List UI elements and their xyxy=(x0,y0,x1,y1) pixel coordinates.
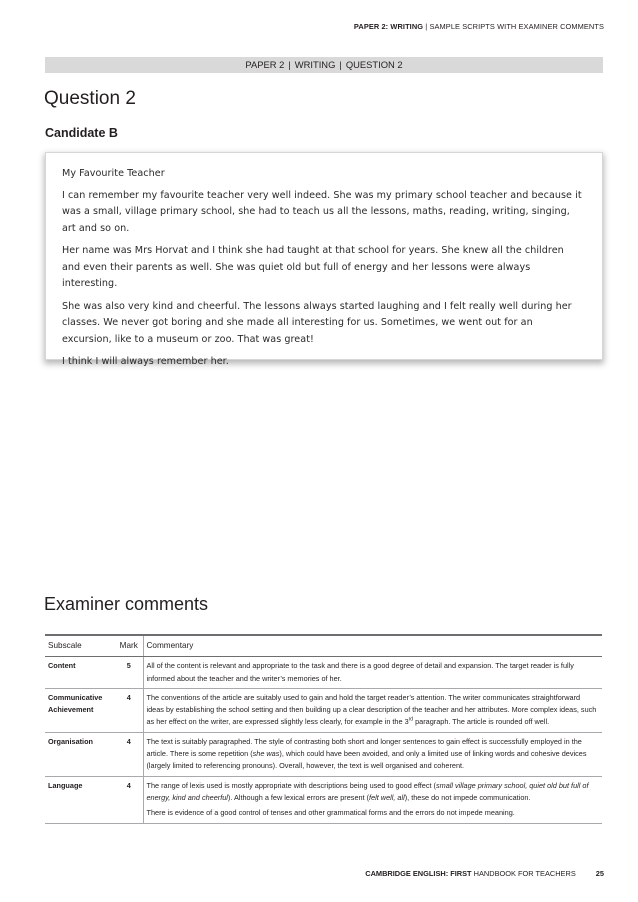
commentary-text: ), which could have been avoided, and only a limited use of linking words and cohesive devices (largely limited to referencing pronouns). Overall, however, the text is well organised and coherent. xyxy=(146,749,587,771)
table-row xyxy=(45,688,602,732)
commentary-cell: All of the content is relevant and appropriate to the task and there is a good degree of detail and expansion. The target reader is fully informed about the teacher and the writer’s memories of her. xyxy=(143,657,602,689)
commentary-paragraph xyxy=(147,780,599,805)
mark-cell: 5 xyxy=(115,657,143,689)
commentary-example: small village primary school, quiet old but full of energy, kind and cheerful xyxy=(146,780,589,802)
commentary-example: she was xyxy=(252,749,280,759)
mark-cell: 4 xyxy=(115,732,143,776)
question-title: Question 2 xyxy=(44,88,136,109)
script-paragraph-2: Her name was Mrs Horvat and I think she had taught at that school for years. She knew all the children and even their parents as well. She was quiet old but full of energy and her lessons were always interesting. xyxy=(62,245,564,289)
section-sep-2: | xyxy=(339,59,342,70)
commentary-text: ). Although a few lexical errors are present ( xyxy=(227,792,370,802)
page-footer xyxy=(365,869,604,878)
section-writing: WRITING xyxy=(294,59,336,70)
footer-subtitle: HANDBOOK FOR TEACHERS xyxy=(473,869,576,878)
header-mark: Mark xyxy=(115,635,143,657)
running-head-sep: | xyxy=(425,22,428,31)
table-row xyxy=(45,776,602,823)
mark-cell: 4 xyxy=(115,776,143,823)
commentary-text: The conventions of the article are suitably used to gain and hold the target reader’s attention. The writer communicates straightforward ideas by establishing the school setting and then building up a clear description of the teacher and her attributes. More complex ideas, such as her effect on the writer, are expressed slightly less clearly, for example in the 3 xyxy=(146,692,597,727)
commentary-example: felt well, all xyxy=(369,792,405,802)
candidate-script-box xyxy=(46,153,602,367)
ordinal-suffix: rd xyxy=(408,717,414,724)
commentary-cell xyxy=(143,776,602,823)
script-title: My Favourite Teacher xyxy=(62,168,165,179)
commentary-cell xyxy=(143,688,602,732)
running-head-paper: PAPER 2: WRITING xyxy=(353,22,424,31)
candidate-title: Candidate B xyxy=(45,126,118,140)
script-paragraph-3: She was also very kind and cheerful. The lessons always started laughing and I felt really well during her classes. We never got boring and she made all interesting for us. Sometimes, we went out for an excursion, like to a museum or zoo. That was great! xyxy=(62,300,572,345)
section-question: QUESTION 2 xyxy=(345,59,403,70)
examiner-comments-table xyxy=(45,634,602,824)
mark-cell: 4 xyxy=(115,688,143,732)
script-paragraph-4: I think I will always remember her. xyxy=(62,356,229,367)
page-number: 25 xyxy=(595,869,604,878)
examiner-comments-title: Examiner comments xyxy=(44,594,209,614)
subscale-cell: Language xyxy=(45,776,115,823)
commentary-text: The text is suitably paragraphed. The style of contrasting both short and longer sentences to gain effect is successfully employed in the article. There is some repetition ( xyxy=(146,736,582,759)
header-commentary: Commentary xyxy=(143,635,602,657)
script-paragraph-1: I can remember my favourite teacher very well indeed. She was my primary school teacher and because it was a small, village primary school, she had to teach us all the lessons, maths, reading, writing, singing, art and so on. xyxy=(62,189,582,234)
table-header-row xyxy=(45,635,602,657)
section-bar xyxy=(45,57,603,73)
commentary-text: paragraph. The article is rounded off well. xyxy=(413,717,550,727)
subscale-cell: Organisation xyxy=(45,732,115,776)
table-row xyxy=(45,657,602,689)
subscale-line: Achievement xyxy=(48,705,94,715)
header-subscale: Subscale xyxy=(45,635,115,657)
commentary-text: ), these do not impede communication. xyxy=(404,792,531,802)
running-head-rest: SAMPLE SCRIPTS WITH EXAMINER COMMENTS xyxy=(429,22,604,31)
running-head xyxy=(354,22,604,31)
footer-title: CAMBRIDGE ENGLISH: FIRST xyxy=(365,869,472,878)
subscale-cell: Content xyxy=(45,657,115,689)
section-sep-1: | xyxy=(288,59,291,70)
section-paper: PAPER 2 xyxy=(245,59,285,70)
commentary-text: The range of lexis used is mostly appropriate with descriptions being used to good effect ( xyxy=(146,780,436,790)
table-row xyxy=(45,732,602,776)
subscale-cell xyxy=(45,688,115,732)
commentary-cell xyxy=(143,732,602,776)
subscale-line: Communicative xyxy=(48,692,103,702)
commentary-paragraph: There is evidence of a good control of tenses and other grammatical forms and the errors do not impede meaning. xyxy=(146,808,515,818)
